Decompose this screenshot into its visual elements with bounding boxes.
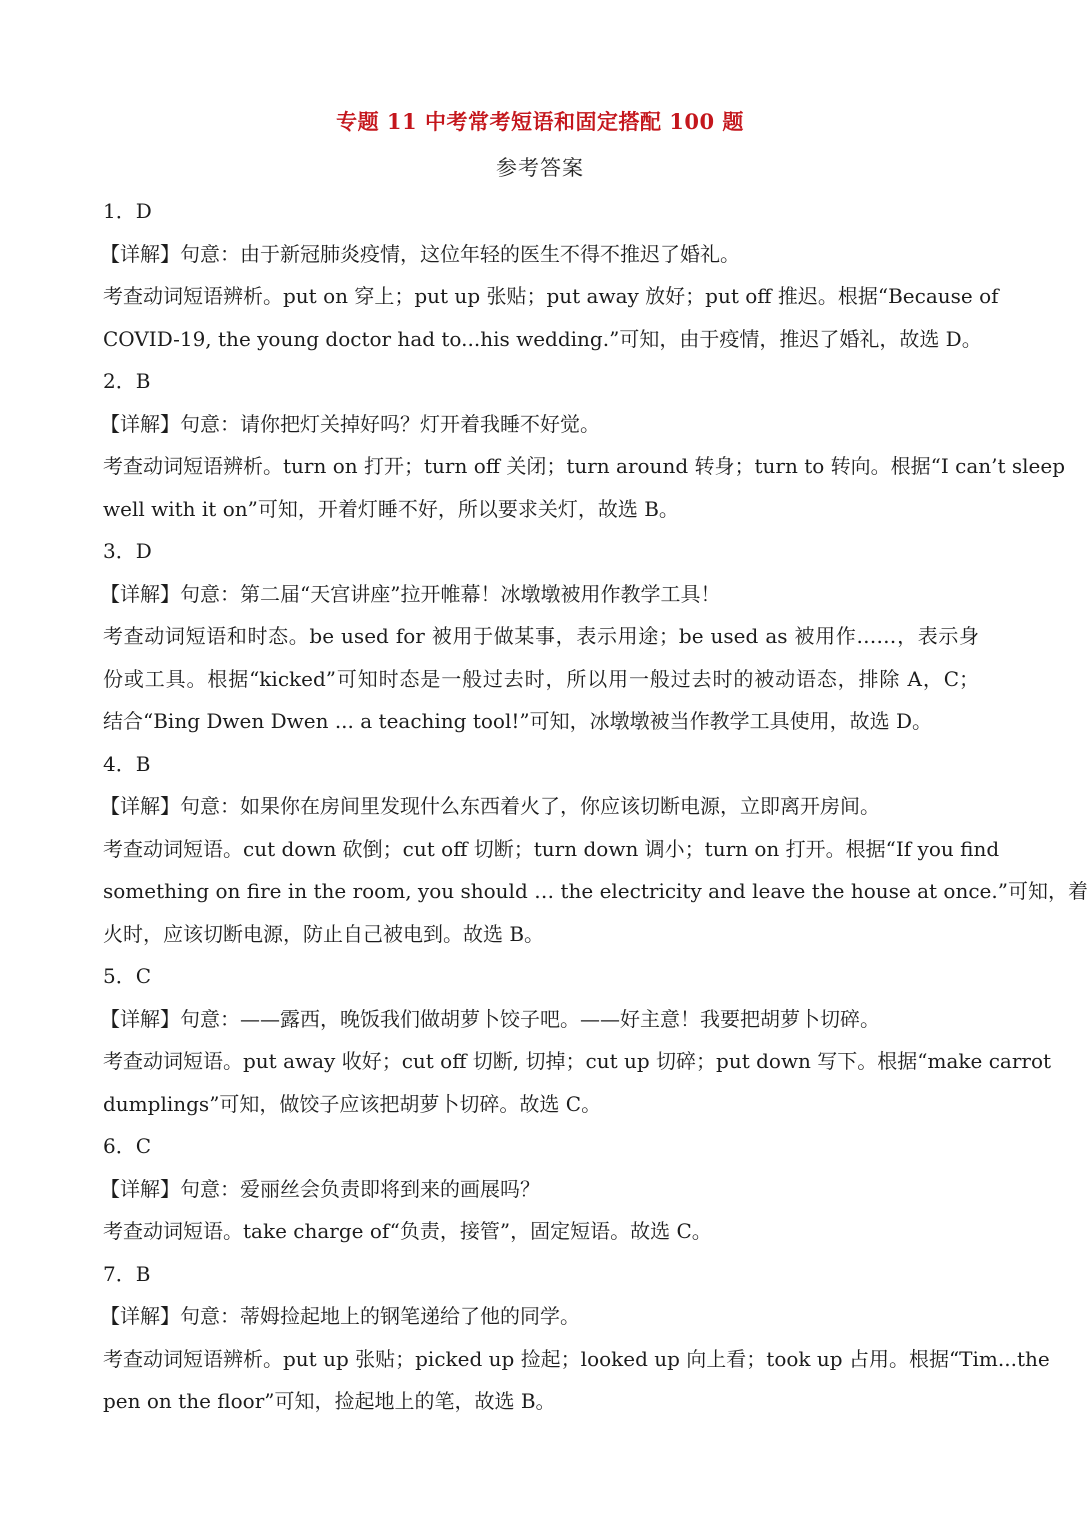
document-subtitle: 参考答案	[496, 156, 584, 180]
sentence-meaning: 句意：请你把灯关掉好吗？灯开着我睡不好觉。	[180, 411, 600, 436]
answer-number: 2．B	[103, 369, 151, 393]
detail-label: 【详解】	[100, 241, 180, 266]
analysis-line: 考查动词短语。put away 收好；cut off 切断, 切掉；cut up 切碎；put down 写下。根据“make carrot	[103, 1049, 1052, 1073]
detail-label: 【详解】	[100, 1006, 180, 1031]
detail-label: 【详解】	[100, 411, 180, 436]
analysis-line: COVID-19, the young doctor had to...his wedding.”可知，由于疫情，推迟了婚礼，故选 D。	[103, 326, 982, 351]
analysis-line: 考查动词短语。take charge of“负责，接管”，固定短语。故选 C。	[103, 1219, 712, 1243]
sentence-meaning: 句意：如果你在房间里发现什么东西着火了，你应该切断电源，立即离开房间。	[180, 794, 880, 818]
document-title: 专题 11 中考常考短语和固定搭配 100 题	[336, 109, 744, 134]
analysis-line: 考查动词短语辨析。turn on 打开；turn off 关闭；turn around 转身；turn to 转向。根据“I can’t sleep	[103, 454, 1066, 478]
sentence-meaning: 句意：——露西，晚饭我们做胡萝卜饺子吧。——好主意！我要把胡萝卜切碎。	[180, 1006, 880, 1031]
analysis-line: 考查动词短语和时态。be used for 被用于做某事，表示用途；be used as 被用作……，表示身	[103, 624, 979, 648]
answer-meaning-line	[100, 998, 979, 1041]
answer-meaning-line	[100, 1168, 979, 1211]
answer-number: 4．B	[103, 751, 151, 776]
answer-meaning-line	[100, 403, 979, 446]
answer-number: 6．C	[103, 1134, 152, 1158]
answer-number: 5．C	[103, 964, 152, 988]
answer-number: 3．D	[103, 539, 152, 563]
sentence-meaning: 句意：第二届“天宫讲座”拉开帷幕！冰墩墩被用作教学工具！	[180, 581, 721, 606]
answer-number: 1．D	[103, 199, 152, 223]
detail-label: 【详解】	[100, 794, 180, 818]
analysis-line: 考查动词短语。cut down 砍倒；cut off 切断；turn down 调小；turn on 打开。根据“If you find	[103, 836, 1000, 861]
answer-meaning-line	[100, 785, 979, 828]
answer-meaning-line	[100, 573, 979, 616]
analysis-line: 份或工具。根据“kicked”可知时态是一般过去时，所以用一般过去时的被动语态，排除 A，C；	[103, 666, 979, 691]
sentence-meaning: 句意：由于新冠肺炎疫情，这位年轻的医生不得不推迟了婚礼。	[180, 241, 740, 266]
analysis-line: something on fire in the room, you should … the electricity and leave the house at once.”可知，着	[103, 879, 1088, 903]
analysis-line: 结合“Bing Dwen Dwen ... a teaching tool!”可知，冰墩墩被当作教学工具使用，故选 D。	[103, 709, 933, 733]
detail-label: 【详解】	[100, 581, 180, 606]
answer-number: 7．B	[103, 1261, 151, 1286]
analysis-line: 考查动词短语辨析。put up 张贴；picked up 捡起；looked up 向上看；took up 占用。根据“Tim...the	[103, 1346, 1050, 1371]
analysis-line: well with it on”可知，开着灯睡不好，所以要求关灯，故选 B。	[103, 496, 679, 521]
detail-label: 【详解】	[100, 1304, 180, 1328]
answer-meaning-line	[100, 1295, 979, 1338]
sentence-meaning: 句意：爱丽丝会负责即将到来的画展吗？	[180, 1176, 540, 1201]
analysis-line: 考查动词短语辨析。put on 穿上；put up 张贴；put away 放好；put off 推迟。根据“Because of	[103, 284, 999, 308]
analysis-line: dumplings”可知，做饺子应该把胡萝卜切碎。故选 C。	[103, 1091, 602, 1116]
detail-label: 【详解】	[100, 1176, 180, 1201]
sentence-meaning: 句意：蒂姆捡起地上的钢笔递给了他的同学。	[180, 1304, 580, 1328]
analysis-line: pen on the floor”可知，捡起地上的笔，故选 B。	[103, 1389, 556, 1413]
analysis-line: 火时，应该切断电源，防止自己被电到。故选 B。	[103, 921, 545, 946]
answer-meaning-line	[100, 233, 979, 276]
answer-list	[100, 190, 1088, 1423]
